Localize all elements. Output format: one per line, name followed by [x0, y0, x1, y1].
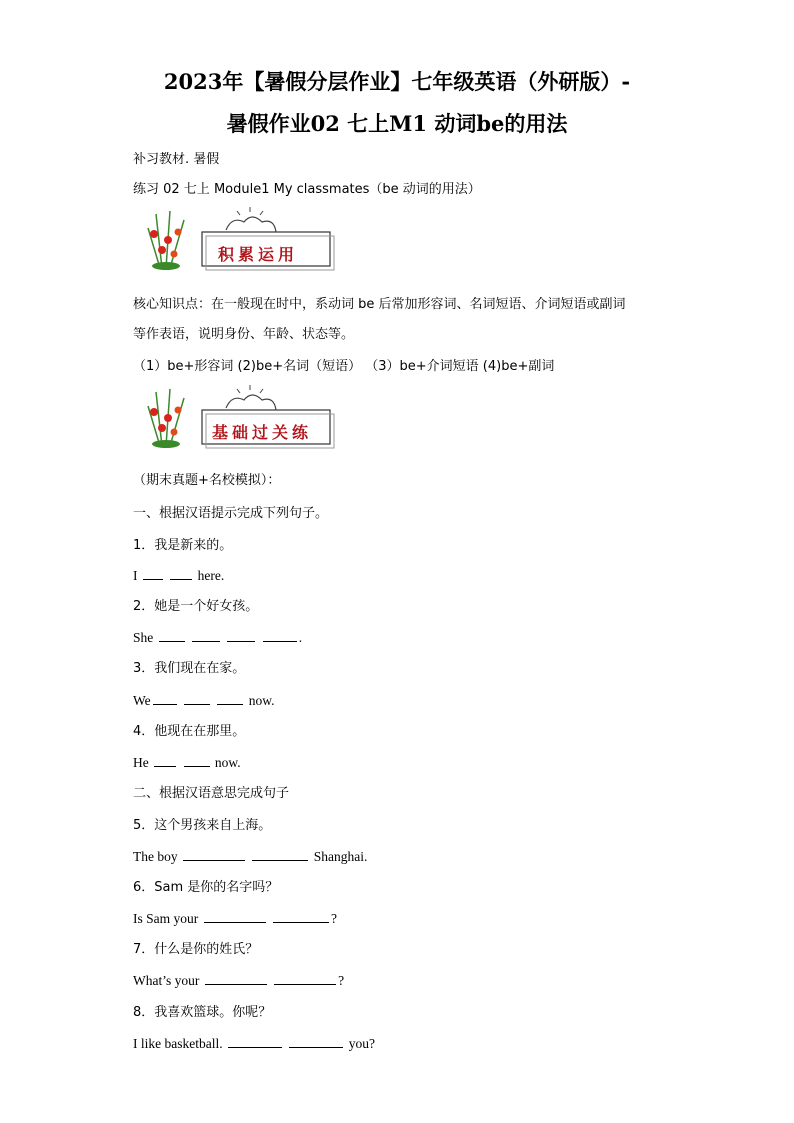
answer-blank[interactable] — [170, 567, 192, 580]
answer-blank[interactable] — [153, 692, 177, 705]
answer-blank[interactable] — [205, 972, 267, 985]
source-note: （期末真题+名校模拟）： — [133, 473, 281, 488]
answer-blank[interactable] — [204, 910, 266, 923]
question-7-en: What’s your ? — [133, 973, 345, 988]
answer-blank[interactable] — [273, 910, 329, 923]
question-3-cn: 3．我们现在在家。 — [133, 661, 246, 676]
answer-blank[interactable] — [289, 1035, 343, 1048]
question-6-en: Is Sam your ? — [133, 911, 337, 926]
answer-blank[interactable] — [217, 692, 243, 705]
section2-heading: 二、根据汉语意思完成句子 — [133, 786, 290, 801]
answer-blank[interactable] — [274, 972, 336, 985]
answer-blank[interactable] — [263, 629, 297, 642]
answer-blank[interactable] — [183, 848, 245, 861]
knowledge-line-1: 核心知识点：在一般现在时中，系动词 be 后常加形容词、名词短语、介词短语或副词 — [133, 297, 626, 312]
question-8-en: I like basketball. you? — [133, 1036, 375, 1051]
accumulate-banner — [140, 206, 340, 274]
question-5-en: The boy Shanghai. — [133, 849, 368, 864]
section1-heading: 一、根据汉语提示完成下列句子。 — [133, 506, 329, 521]
question-3-en: We now. — [133, 693, 275, 708]
question-5-cn: 5．这个男孩来自上海。 — [133, 818, 272, 833]
question-7-cn: 7．什么是你的姓氏？ — [133, 942, 259, 957]
answer-blank[interactable] — [184, 692, 210, 705]
title-line-2: 暑假作业02 七上M1 动词be的用法 — [226, 111, 568, 136]
answer-blank[interactable] — [228, 1035, 282, 1048]
knowledge-line-3: （1）be+形容词 (2)be+名词（短语） （3）be+介词短语 (4)be+副词 — [133, 359, 555, 374]
answer-blank[interactable] — [159, 629, 185, 642]
answer-blank[interactable] — [192, 629, 220, 642]
question-1-cn: 1．我是新来的。 — [133, 538, 233, 553]
answer-blank[interactable] — [184, 754, 210, 767]
knowledge-line-2: 等作表语，说明身份、年龄、状态等。 — [133, 327, 355, 342]
question-8-cn: 8．我喜欢篮球。你呢？ — [133, 1005, 272, 1020]
title-line-1: 2023年【暑假分层作业】七年级英语（外研版）- — [163, 69, 631, 94]
exercise-subtitle: 练习 02 七上 Module1 My classmates（be 动词的用法） — [133, 182, 481, 197]
question-6-cn: 6．Sam 是你的名字吗？ — [133, 880, 279, 895]
question-4-en: He now. — [133, 755, 241, 770]
basic-banner — [140, 384, 340, 452]
question-2-en: She . — [133, 630, 303, 645]
answer-blank[interactable] — [227, 629, 255, 642]
answer-blank[interactable] — [143, 567, 163, 580]
answer-blank[interactable] — [154, 754, 176, 767]
answer-blank[interactable] — [252, 848, 308, 861]
question-4-cn: 4．他现在在那里。 — [133, 724, 246, 739]
question-1-en: I here. — [133, 568, 225, 583]
accumulate-banner-label: 积累运用 — [218, 245, 299, 264]
material-note: 补习教材. 暑假 — [133, 152, 220, 167]
basic-banner-label: 基础过关练 — [212, 423, 313, 442]
question-2-cn: 2．她是一个好女孩。 — [133, 599, 259, 614]
